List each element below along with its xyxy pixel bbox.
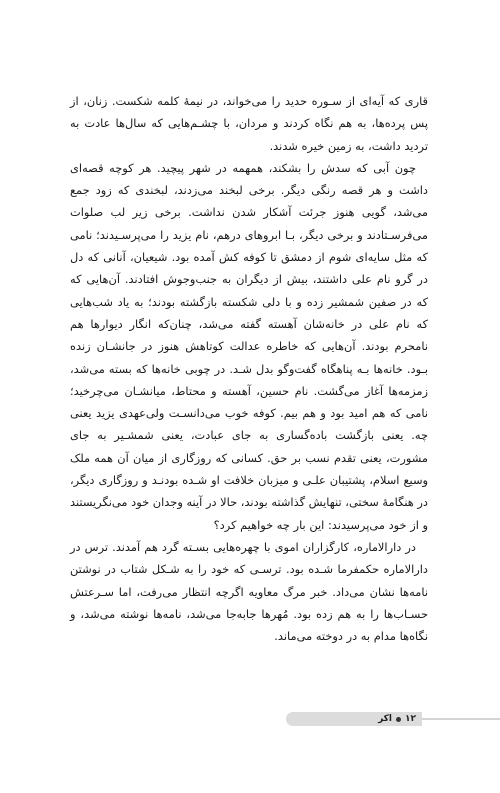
bullet-icon: [396, 717, 401, 722]
paragraph-3: در دارالاماره، کارگزاران اموی با چهره‌هایی بسـته گرد هم آمدند. ترس در دارالاماره حکمفرما شـده بود. ترسـی که خود را به شـکل شتاب در نوشتن نامه‌ها نشان می‌داد. خبر مرگ معاویه اگرچه انتظار می‌رفت، اما سـرعتش حسـاب‌ها را به هم زده بود. مُهرها جابه‌جا می‌شد، نامه‌ها نوشته می‌شد، و نگاه‌ها مدام به در دوخته می‌ماند.: [70, 539, 428, 644]
footer-divider: [422, 718, 500, 720]
page-number: ۱۲: [405, 714, 416, 724]
paragraph-1: قاری که آیه‌ای از سـوره حدید را می‌خواند، در نیمهٔ کلمه شکست. زنان، از پس پرده‌ها، به هم نگاه کردند و مردان، با چشـم‌هایی که سال‌ها عادت به تردید داشت، به زمین خیره شدند.: [70, 94, 428, 153]
page-footer: [0, 711, 500, 727]
book-title: اکر: [378, 714, 392, 724]
footer-label: [378, 712, 416, 726]
paragraph-2: چون آبی که سدش را بشکند، همهمه در شهر پیچید. هر کوچه قصه‌ای داشت و هر قصه رنگی دیگر. برخی لبخند می‌زدند، لبخندی که زود جمع می‌شد، گویی هنوز جرئت آشکار شدن نداشت. برخی زیر لب صلوات می‌فرسـتادند و برخی دیگر، بـا ابروهای درهم، نام یزید را می‌پرسـیدند؛ نامی که مثل سایه‌ای شوم از دمشق تا کوفه کش آمده بود. شیعیان، آنانی که دل در گرو نام علی داشتند، بیش از دیگران به جنب‌وجوش افتادند. آن‌هایی که که در صفین شمشیر زده و با دلی شکسته بازگشته بودند؛ به یاد شب‌هایی که نام علی در خانه‌شان آهسته گفته می‌شد، چنان‌که انگار دیوارها هم نامحرم بودند. آن‌هایی که خاطره عدالت کوتاهش هنوز در جانشـان زنده بـود. خانه‌ها بـه پناهگاه گفت‌وگو بدل شـد. در چوبی خانه‌ها که بسته می‌شد، زمزمه‌ها آغاز می‌گشت. نام حسین، آهسته و محتاط، میانشـان می‌چرخید؛ نامی که هم امید بود و هم بیم. کوفه خوب می‌دانسـت ولی‌عهدی یزید یعنی چه. یعنی بازگشت باده‌گساری به جای عبادت، یعنی شمشـیر به جای مشورت، یعنی تقدم نسب بر حق. کسانی که روزگاری از میان آن همه ملک وسیع اسلام، پشتیبان علـی و میزبان خلافت او شـده بودنـد و روزگاری دیگر، در هنگامهٔ سختی، تنهایش گذاشته بودند، حالا در آینه وجدان خود می‌نگریستند و از خود می‌پرسیدند: این بار چه خواهیم کرد؟: [70, 160, 428, 532]
body-text: [70, 90, 428, 647]
